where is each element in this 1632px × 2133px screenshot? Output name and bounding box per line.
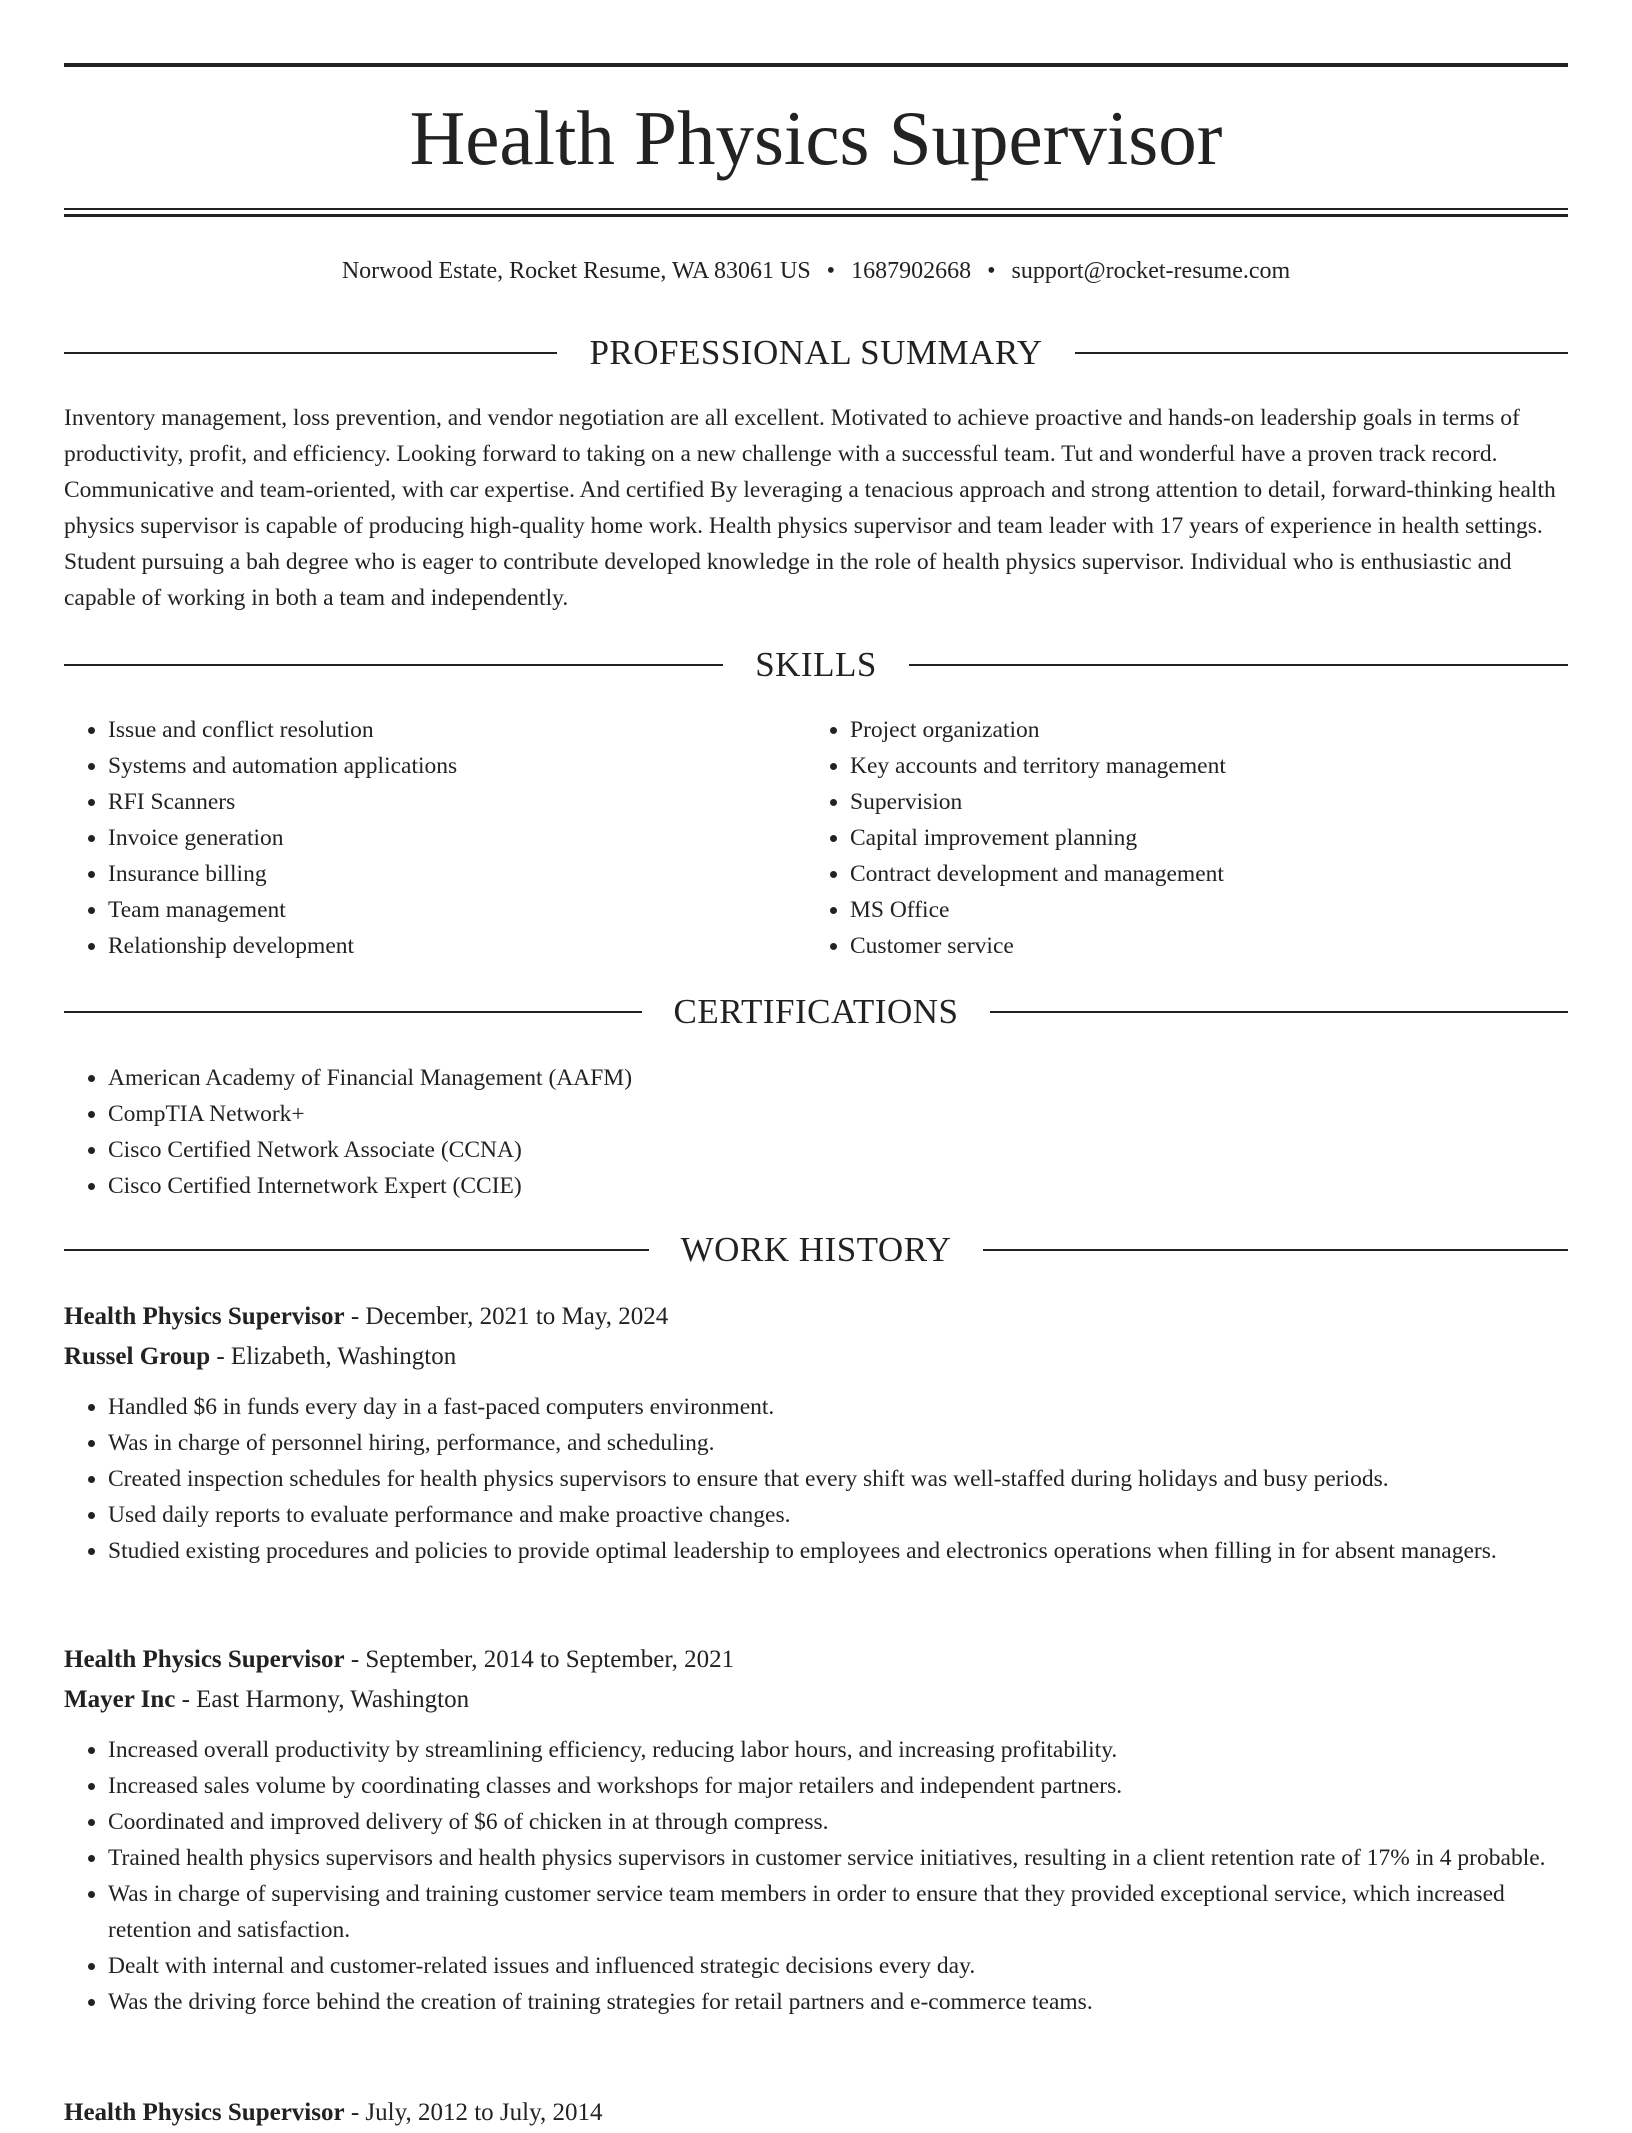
job-role: Health Physics Supervisor	[64, 2099, 345, 2126]
job-entry	[64, 2093, 1568, 2133]
job-company-line	[64, 1337, 1568, 1377]
skill-item: • RFI Scanners	[108, 784, 806, 820]
certification-item: • American Academy of Financial Management (AAFM)	[108, 1060, 1568, 1096]
job-company: Mayer Inc	[64, 1686, 176, 1713]
job-bullets	[64, 1732, 1568, 2020]
heading-rule	[990, 1011, 1568, 1013]
job-dates: - September, 2014 to September, 2021	[344, 1646, 735, 1673]
section-heading-summary	[64, 333, 1568, 373]
skills-column-right	[806, 712, 1548, 964]
job-title-line	[64, 2093, 1568, 2133]
skill-item: • Insurance billing	[108, 856, 806, 892]
job-bullet: • Studied existing procedures and policies to provide optimal leadership to employees and electronics operations when filling in for absent managers.	[108, 1533, 1568, 1569]
job-dates: - December, 2021 to May, 2024	[344, 1303, 669, 1330]
heading-rule	[909, 664, 1568, 666]
job-entry	[64, 1640, 1568, 2020]
heading-rule	[64, 352, 557, 354]
skill-item: • Project organization	[850, 712, 1548, 748]
certification-item: • Cisco Certified Network Associate (CCNA)	[108, 1132, 1568, 1168]
skill-item: • Key accounts and territory management	[850, 748, 1548, 784]
job-location: - East Harmony, Washington	[175, 1686, 470, 1713]
skill-item: • Systems and automation applications	[108, 748, 806, 784]
job-company: Russel Group	[64, 1343, 211, 1370]
skill-item: • Team management	[108, 892, 806, 928]
contact-email: support@rocket-resume.com	[1011, 258, 1291, 284]
resume-name: Health Physics Supervisor	[409, 95, 1223, 181]
heading-rule	[64, 1011, 642, 1013]
heading-rule	[64, 664, 723, 666]
contact-line	[64, 254, 1568, 288]
job-bullet: • Was in charge of personnel hiring, performance, and scheduling.	[108, 1425, 1568, 1461]
job-bullet: • Increased overall productivity by streamlining efficiency, reducing labor hours, and increasing profitability.	[108, 1732, 1568, 1768]
skills-column-left	[64, 712, 806, 964]
heading-rule	[983, 1249, 1568, 1251]
job-bullet: • Handled $6 in funds every day in a fast-paced computers environment.	[108, 1389, 1568, 1425]
heading-rule	[1075, 352, 1568, 354]
contact-separator: •	[987, 258, 996, 284]
certifications-list	[64, 1060, 1568, 1204]
skill-item: • Issue and conflict resolution	[108, 712, 806, 748]
skill-item: • Capital improvement planning	[850, 820, 1548, 856]
section-heading-certifications	[64, 992, 1568, 1032]
job-bullet: • Coordinated and improved delivery of $6 of chicken in at through compress.	[108, 1804, 1568, 1840]
job-bullets	[64, 1389, 1568, 1569]
job-dates: - July, 2012 to July, 2014	[344, 2099, 603, 2126]
job-bullet: • Created inspection schedules for health physics supervisors to ensure that every shift was well-staffed during holidays and busy periods.	[108, 1461, 1568, 1497]
job-bullet: • Used daily reports to evaluate performance and make proactive changes.	[108, 1497, 1568, 1533]
skills-list	[64, 712, 1568, 964]
contact-address: Norwood Estate, Rocket Resume, WA 83061 US	[341, 258, 811, 284]
contact-phone: 1687902668	[851, 258, 972, 284]
certification-item: • CompTIA Network+	[108, 1096, 1568, 1132]
job-role: Health Physics Supervisor	[64, 1646, 345, 1673]
job-title-line	[64, 1297, 1568, 1337]
skill-item: • Supervision	[850, 784, 1548, 820]
summary-text: Inventory management, loss prevention, and vendor negotiation are all excellent. Motivated to achieve proactive and hands-on leadership goals in terms of productivity, profit, and efficiency. Looking forward to taking on a new challenge with a successful team. Tut and wonderful have a proven track record. Communicative and team-oriented, with car expertise. And certified By leveraging a tenacious approach and strong attention to detail, forward-thinking health physics supervisor is capable of producing high-quality home work. Health physics supervisor and team leader with 17 years of experience in health settings. Student pursuing a bah degree who is eager to contribute developed knowledge in the role of health physics supervisor. Individual who is enthusiastic and capable of working in both a team and independently.	[64, 405, 1556, 611]
job-location: - Elizabeth, Washington	[210, 1343, 457, 1370]
job-bullet: • Was the driving force behind the creation of training strategies for retail partners and e-commerce teams.	[108, 1984, 1568, 2020]
contact-separator: •	[826, 258, 836, 284]
top-rule	[64, 63, 1568, 67]
section-title: SKILLS	[755, 645, 877, 684]
job-company-line	[64, 1680, 1568, 1720]
certification-item: • Cisco Certified Internetwork Expert (CCIE)	[108, 1168, 1568, 1204]
heading-rule	[64, 1249, 649, 1251]
skill-item: • Relationship development	[108, 928, 806, 964]
job-bullet: • Trained health physics supervisors and health physics supervisors in customer service initiatives, resulting in a client retention rate of 17% in 4 probable.	[108, 1840, 1568, 1876]
section-heading-work-history	[64, 1230, 1568, 1270]
double-rule	[64, 208, 1568, 217]
job-bullet: • Dealt with internal and customer-related issues and influenced strategic decisions every day.	[108, 1948, 1568, 1984]
job-entry	[64, 1297, 1568, 1569]
job-bullet: • Was in charge of supervising and training customer service team members in order to ensure that they provided exceptional service, which increased retention and satisfaction.	[108, 1876, 1568, 1948]
skill-item: • Customer service	[850, 928, 1548, 964]
section-heading-skills	[64, 645, 1568, 685]
section-title: PROFESSIONAL SUMMARY	[589, 333, 1043, 372]
job-title-line	[64, 1640, 1568, 1680]
job-role: Health Physics Supervisor	[64, 1303, 345, 1330]
section-title: CERTIFICATIONS	[673, 992, 959, 1031]
skill-item: • Invoice generation	[108, 820, 806, 856]
section-title: WORK HISTORY	[680, 1230, 952, 1269]
job-bullet: • Increased sales volume by coordinating classes and workshops for major retailers and independent partners.	[108, 1768, 1568, 1804]
skill-item: • MS Office	[850, 892, 1548, 928]
skill-item: • Contract development and management	[850, 856, 1548, 892]
